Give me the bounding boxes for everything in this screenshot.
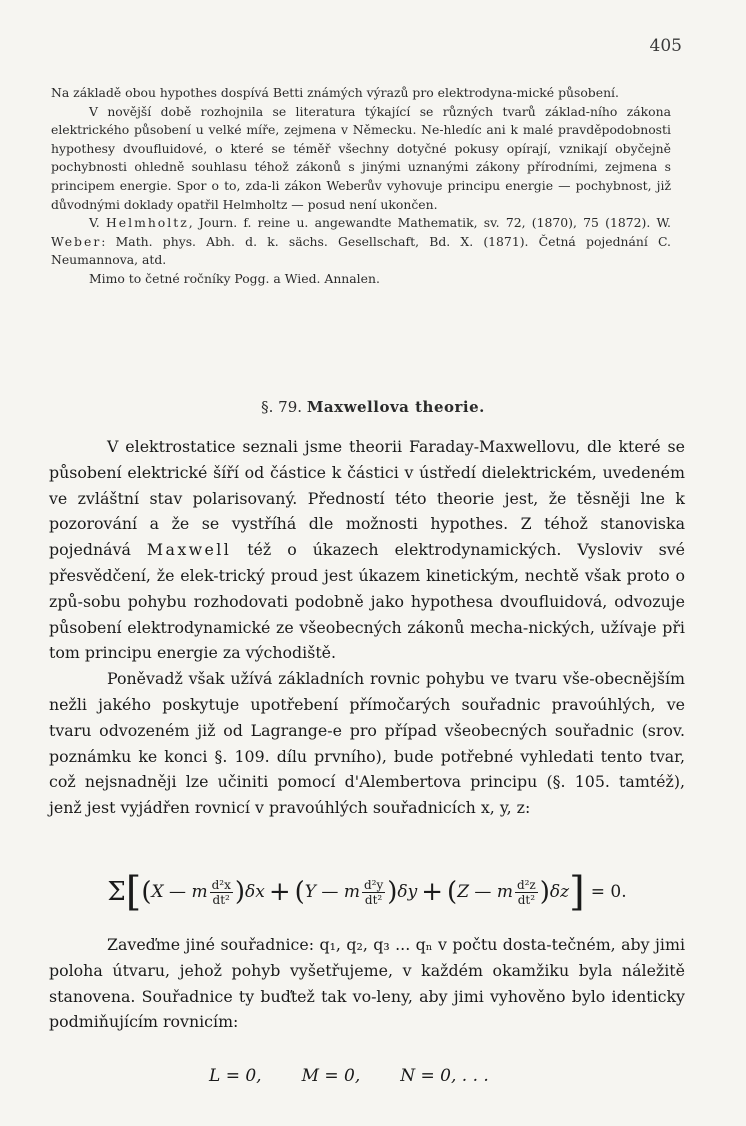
body-paragraph-3: Zaveďme jiné souřadnice: q₁, q₂, q₃ ... qₙ v počtu dosta-tečném, aby jimi poloha útvaru, jehož pohyb vyšetřujeme, v každém okamžiku byla náležitě stanovena. Souřadnice ty buďtež tak vo-leny, aby jimi vyhověno bylo identicky podmiňujícím rovnicím: [49, 935, 685, 1032]
delta-z: δz [549, 882, 570, 902]
equation-rhs: = 0. [590, 882, 627, 902]
bracket-open: [ [125, 869, 142, 915]
author-weber: Weber [51, 233, 102, 249]
delta-y: δy [397, 882, 418, 902]
sigma-symbol: Σ [107, 877, 126, 907]
mass-z: m [496, 882, 513, 902]
section-heading [0, 398, 746, 416]
body-text-1 [49, 434, 685, 821]
fraction-z [515, 878, 538, 907]
fraction-y-den: dt² [364, 892, 383, 907]
small-paragraph-last: Mimo to četné ročníky Pogg. a Wied. Annalen. [89, 270, 380, 286]
equation-constraints [49, 1066, 685, 1086]
mass-y: m [343, 882, 360, 902]
body-paragraph-1 [49, 434, 685, 666]
fraction-z-num: d²z [516, 877, 536, 892]
symbol-X: X [151, 882, 164, 902]
paren-close-z: ) [539, 877, 550, 907]
delta-x: δx [245, 882, 265, 902]
fraction-y-num: d²y [363, 877, 384, 892]
references [51, 214, 671, 270]
bracket-close: ] [569, 869, 585, 915]
fraction-x-den: dt² [212, 892, 230, 907]
body-paragraph-2: Poněvadž však užívá základních rovnic pohybu ve tvaru vše-obecnějším nežli jakého poskytuje upotřebení přímočarých souřadnic pravoúhlých, ve tvaru odvozeném již od Lagrange-e pro případ všeobecných souřadnic (srov. poznámku ke konci §. 109. dílu prvního), bude potřebné vyhledati tento tvar, což nejsnadněji lze učiniti pomocí d'Alembertova principu (§. 105. tamtéž), jenž jest vyjádřen rovnicí v pravoúhlých souřadnicích x, y, z: [49, 669, 685, 818]
section-number: §. 79. [261, 398, 303, 416]
body-text-2 [49, 932, 685, 1035]
body-paragraph-1-text-b: též o úkazech elektrodynamických. Vysloviv své přesvědčení, že elek-trický proud jest úkazem kinetickým, nechtě však proto o způ-sobu pohybu rozhodovati podobně jako hypothesa dvoufluidová, odvozuje působení elektrodynamické ze všeobecných zákonů mecha-nických, užívaje při tom principu energie za východiště. [49, 540, 685, 663]
minus-z: — [474, 882, 492, 902]
author-helmholtz: Helmholtz [105, 215, 189, 231]
small-print-block [51, 84, 671, 289]
author-maxwell: Maxwell [146, 540, 232, 560]
fraction-z-den: dt² [517, 892, 536, 907]
page-number: 405 [649, 36, 682, 56]
symbol-Z: Z [457, 882, 469, 902]
paren-open-x: ( [141, 877, 152, 907]
minus-y: — [321, 882, 339, 902]
paren-close-y: ) [387, 877, 398, 907]
paren-close-x: ) [234, 877, 245, 907]
fraction-x-num: d²x [211, 877, 231, 892]
constraint-N: N = 0, . . . [400, 1066, 489, 1086]
references-prefix: V. [89, 215, 100, 231]
fraction-y [362, 878, 385, 907]
small-paragraph-2: V novější době rozhojnila se literatura týkající se různých tvarů základ-ního zákona elektrického působení u velké míře, zejmena v Německu. Ne-hledíc ani k malé pravděpodobnosti hypothesy dvoufluidové, o které se téměř všechny dotyčné pokusy opírají, vznikají obyčejně pochybnosti ohledně souhlasu téhož zákonů s jinými uznanými zákony přírodními, zejmena s principem energie. Spor o to, zda-li zákon Weberův vyhovuje principu energie — pochybnost, již důvodnými doklady opatřil Helmholtz — posud není ukončen. [51, 103, 671, 212]
section-title: Maxwellova theorie. [306, 398, 485, 416]
constraint-M: M = 0, [301, 1066, 361, 1086]
symbol-Y: Y [304, 882, 317, 902]
equation-dalembert [49, 869, 685, 915]
plus-1: + [268, 877, 291, 907]
constraint-L: L = 0, [209, 1066, 262, 1086]
small-paragraph-1: Na základě obou hypothes dospívá Betti známých výrazů pro elektrodyna-mické působení. [51, 85, 619, 100]
plus-2: + [421, 877, 444, 907]
minus-x: — [169, 882, 187, 902]
mass-x: m [191, 882, 208, 902]
body-paragraph-1-text-a: V elektrostatice seznali jsme theorii Faraday-Maxwellovu, dle které se působení elektrické šíří od částice k částici v ústředí dielektrickém, uvedeném ve zvláštní stav polarisovaný. Předností této theorie jest, že těsněji lne k pozorování a že se vystříhá dle možnosti hypothes. Z téhož stanoviska pojednává [49, 437, 685, 560]
paren-open-z: ( [447, 877, 458, 907]
paren-open-y: ( [294, 877, 305, 907]
reference-1: , Journ. f. reine u. angewandte Mathematik, sv. 72, (1870), 75 (1872). W. [188, 215, 671, 231]
fraction-x [210, 878, 233, 907]
reference-2: : Math. phys. Abh. d. k. sächs. Gesellschaft, Bd. X. (1871). Četná pojednání C. Neumannova, atd. [51, 233, 671, 268]
